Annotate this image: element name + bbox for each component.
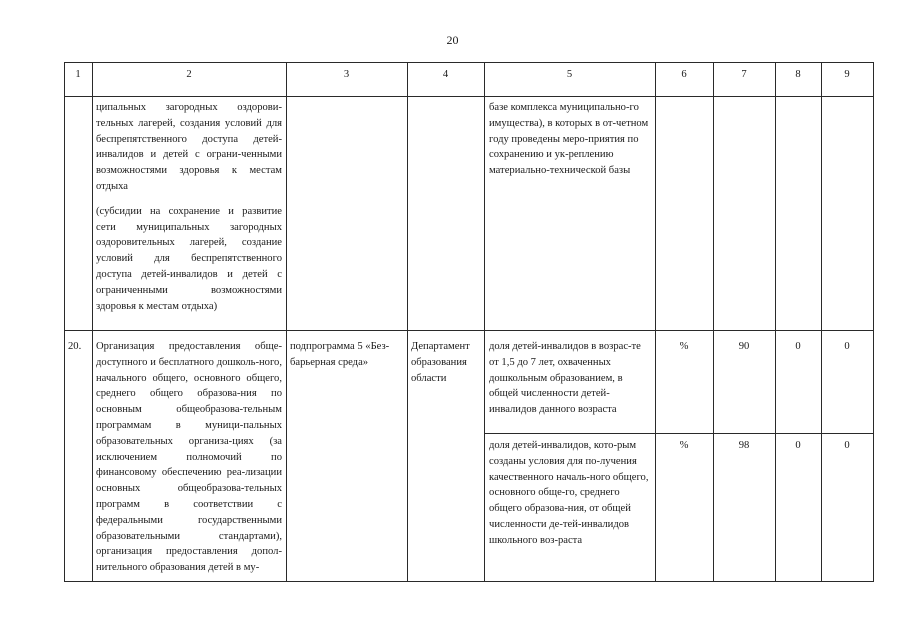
table-border-top xyxy=(64,62,874,63)
indicator-value: 0 xyxy=(795,341,801,352)
column-divider xyxy=(484,62,485,582)
table-border-bottom xyxy=(64,581,874,582)
column-header: 9 xyxy=(844,69,850,80)
subprogram-name: подпрограмма 5 «Без-барьерная среда» xyxy=(290,341,390,368)
column-divider xyxy=(407,62,408,582)
column-divider xyxy=(775,62,776,582)
description-paragraph: ципальных загородных оздорови-тельных лагерей, создания условий для беспрепятственного доступа детей-инвалидов и детей с ограни-ченными возможностями здоровья к местам отдыха xyxy=(96,102,282,192)
column-divider xyxy=(92,62,93,582)
responsible-department: Департамент образования области xyxy=(411,341,470,384)
column-divider xyxy=(713,62,714,582)
indicator-value: 90 xyxy=(738,341,750,352)
indicator-value: 0 xyxy=(844,341,850,352)
column-divider xyxy=(821,62,822,582)
column-header: 6 xyxy=(681,69,687,80)
indicator-text: доля детей-инвалидов, кото-рым созданы условия для по-лучения качественного началь-ного общего, основного обще-го, среднего общего образова-ния, от общей численности де-тей-инвалидов школьного воз-раста xyxy=(489,440,649,546)
row-divider xyxy=(64,330,874,331)
continued-row-indicator: базе комплекса муниципально-го имущества), в которых в от-четном году проведены меро-приятия по сохранению и ук-реплению материально-технической базы xyxy=(489,102,649,177)
column-header: 1 xyxy=(75,69,81,80)
column-header: 7 xyxy=(741,69,747,80)
column-header: 8 xyxy=(795,69,801,80)
indicator-text: доля детей-инвалидов в возрас-те от 1,5 до 7 лет, охваченных дошкольным образованием, в общей численности детей-инвалидов данного возраста xyxy=(489,341,641,416)
indicator-value: 98 xyxy=(738,440,750,451)
indicator-value: 0 xyxy=(844,440,850,451)
column-divider xyxy=(873,62,874,582)
indicator-unit: % xyxy=(679,341,689,352)
indicator-value: 0 xyxy=(795,440,801,451)
continued-row-description xyxy=(96,100,282,314)
description-paragraph: (субсидии на сохранение и развитие сети муниципальных загородных оздоровительных лагерей, создание условий для беспрепятственного доступа детей-инвалидов и детей с ограниченными возможностями здоровья к местам отдыха) xyxy=(96,205,282,312)
indicator-divider xyxy=(484,433,874,434)
column-header: 4 xyxy=(442,69,449,80)
column-header: 2 xyxy=(186,69,192,80)
row-description: Организация предоставления обще-доступного и бесплатного дошколь-ного, начального общего, основного общего, среднего общего образова-ния по основным общеобразова-тельным программам в муници-пальных образовательных организа-циях (за исключением полномочий по финансовому обеспечению реа-лизации основных общеобразова-тельных программ в соответствии с федеральными государственными образовательными стандартами), организация предоставления допол-нительного образования детей в му- xyxy=(96,341,282,574)
row-number: 20. xyxy=(68,341,82,352)
column-divider xyxy=(655,62,656,582)
column-header: 3 xyxy=(343,69,350,80)
header-row-divider xyxy=(64,96,874,97)
column-divider xyxy=(286,62,287,582)
indicator-unit: % xyxy=(679,440,689,451)
page-number: 20 xyxy=(446,33,459,47)
column-header: 5 xyxy=(566,69,573,80)
column-divider xyxy=(64,62,65,582)
